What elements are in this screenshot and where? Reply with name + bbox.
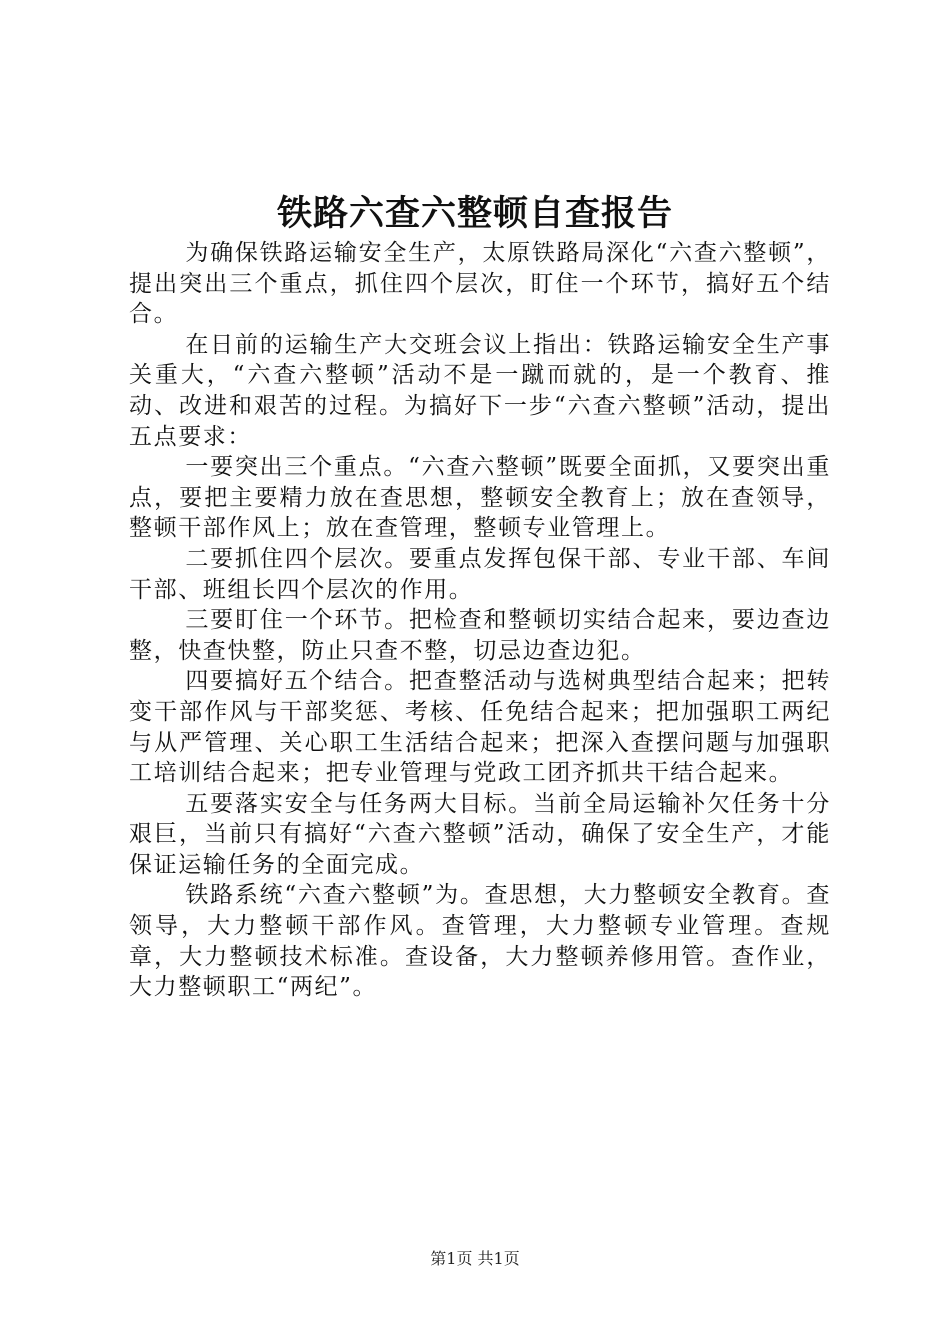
- paragraph-requirement-3: 三要盯住一个环节。把检查和整顿切实结合起来，要边查边整，快查快整，防止只查不整，切忌边查边犯。: [129, 607, 831, 664]
- paragraph-meeting: 在日前的运输生产大交班会议上指出：铁路运输安全生产事关重大，“六查六整顿”活动不是一蹴而就的，是一个教育、推动、改进和艰苦的过程。为搞好下一步“六查六整顿”活动，提出五点要求：: [129, 331, 831, 450]
- document-title: 铁路六查六整顿自查报告: [276, 193, 673, 234]
- paragraph-intro: 为确保铁路运输安全生产，太原铁路局深化“六查六整顿”，提出突出三个重点，抓住四个层次，盯住一个环节，搞好五个结合。: [129, 240, 831, 328]
- paragraph-requirement-4: 四要搞好五个结合。把查整活动与选树典型结合起来；把转变干部作风与干部奖惩、考核、任免结合起来；把加强职工两纪与从严管理、关心职工生活结合起来；把深入查摆问题与加强职工培训结合起来；把专业管理与党政工团齐抓共干结合起来。: [129, 668, 831, 787]
- paragraph-requirement-2: 二要抓住四个层次。要重点发挥包保干部、专业干部、车间干部、班组长四个层次的作用。: [129, 545, 831, 603]
- page-footer: 第1页 共1页: [430, 1249, 520, 1268]
- document-body: [129, 238, 831, 1003]
- paragraph-requirement-5: 五要落实安全与任务两大目标。当前全局运输补欠任务十分艰巨，当前只有搞好“六查六整顿”活动，确保了安全生产，才能保证运输任务的全面完成。: [129, 790, 831, 878]
- paragraph-summary: 铁路系统“六查六整顿”为。查思想，大力整顿安全教育。查领导，大力整顿干部作风。查管理，大力整顿专业管理。查规章，大力整顿技术标准。查设备，大力整顿养修用管。查作业，大力整顿职工“两纪”。: [129, 882, 831, 1001]
- paragraph-requirement-1: 一要突出三个重点。“六查六整顿”既要全面抓，又要突出重点，要把主要精力放在查思想，整顿安全教育上；放在查领导，整顿干部作风上；放在查管理，整顿专业管理上。: [129, 454, 831, 542]
